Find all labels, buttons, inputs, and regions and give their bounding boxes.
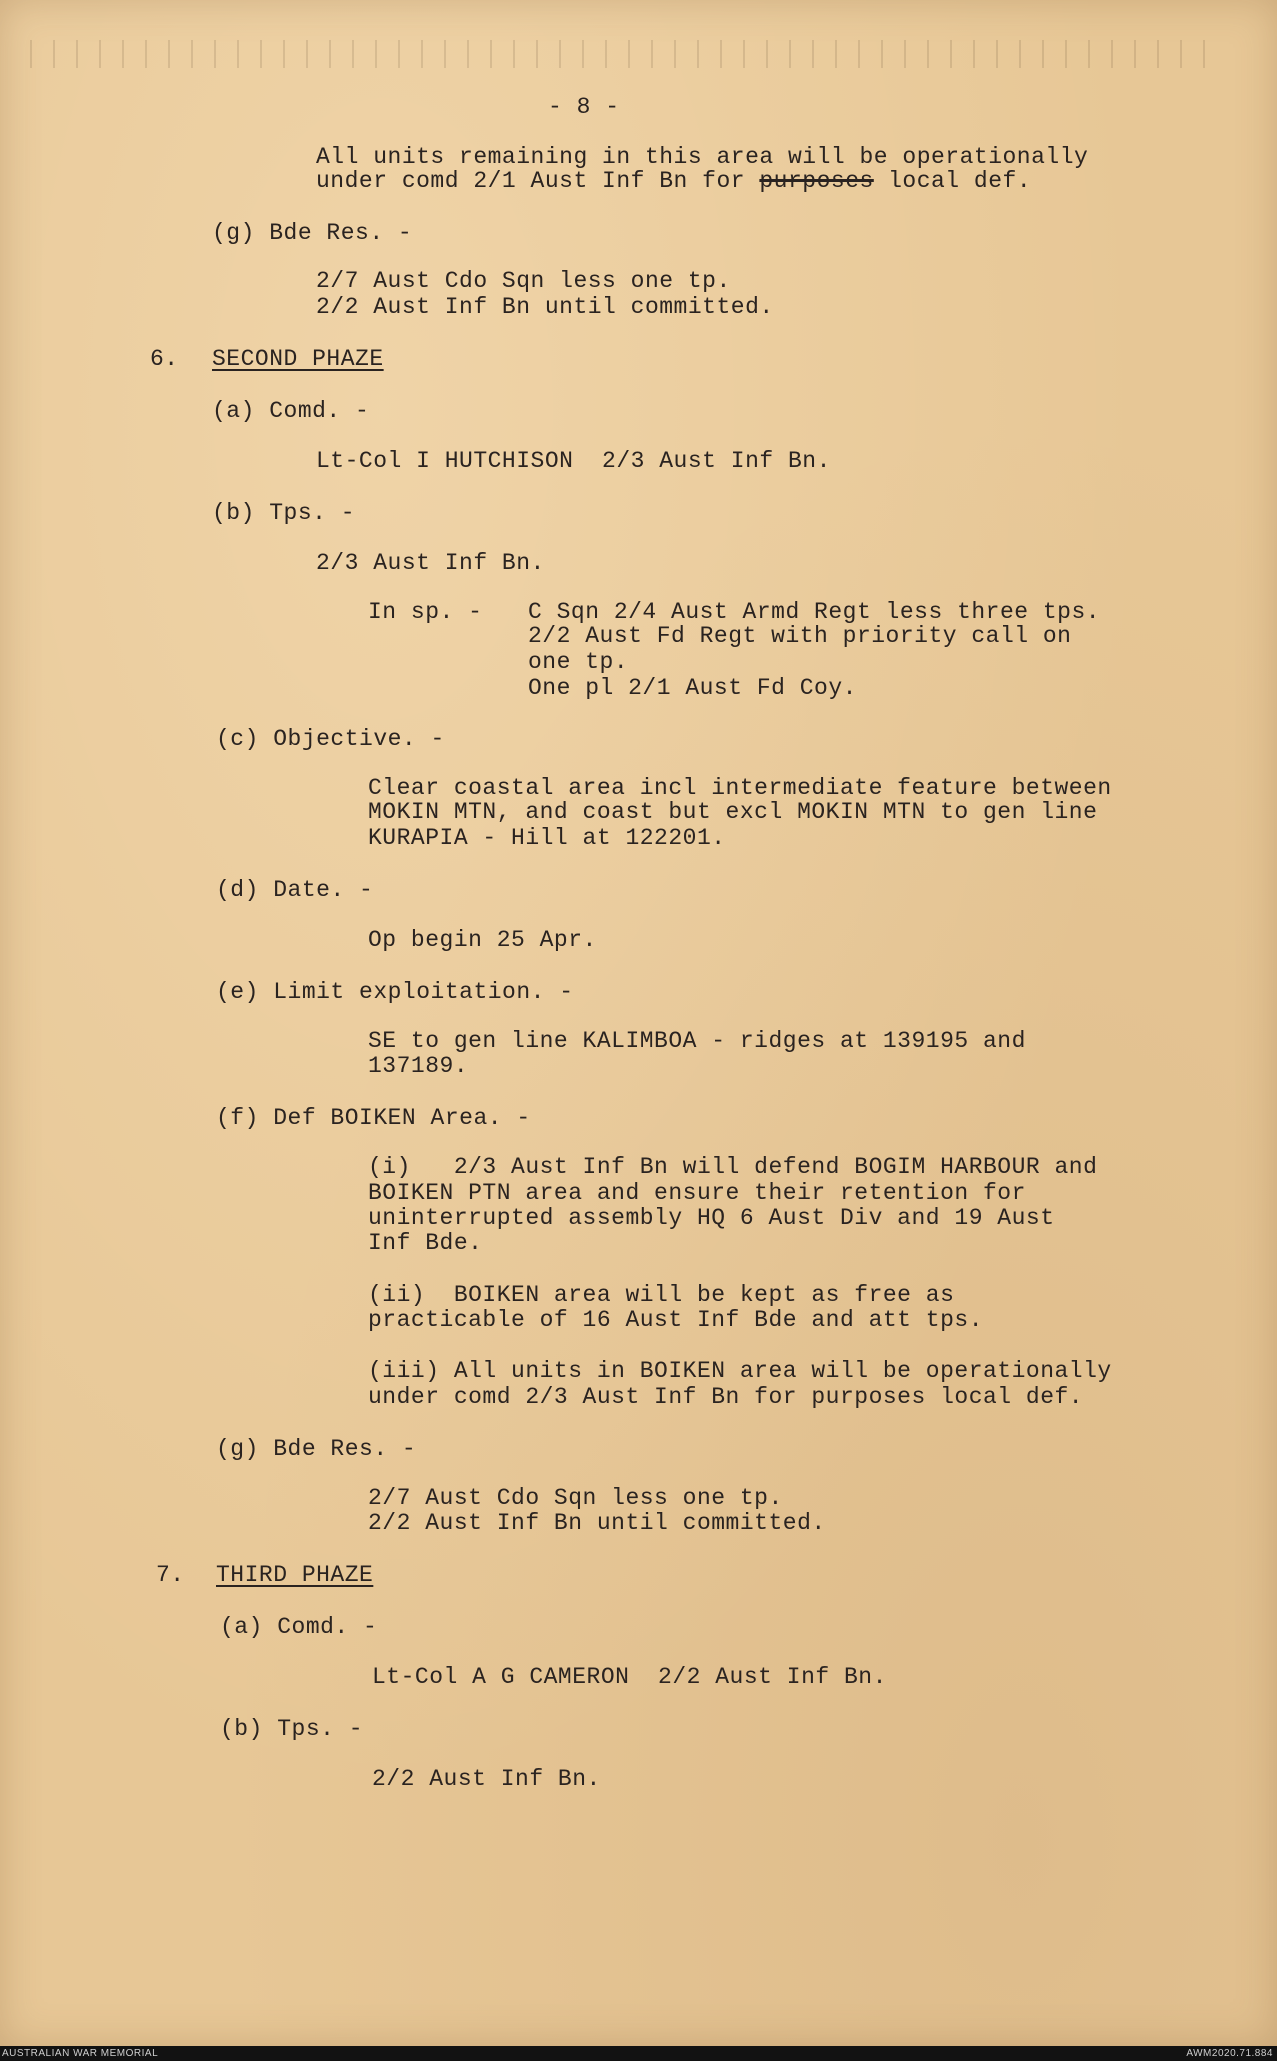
s6-g-label: (g) Bde Res. - <box>216 1436 417 1462</box>
s6-g-line-1: 2/7 Aust Cdo Sqn less one tp. <box>368 1485 783 1511</box>
prev-g-line-1: 2/7 Aust Cdo Sqn less one tp. <box>316 268 731 294</box>
s6-insp-line-3: one tp. <box>528 649 629 675</box>
s6-d-label: (d) Date. - <box>216 877 374 903</box>
s6-a-text: Lt-Col I HUTCHISON 2/3 Aust Inf Bn. <box>316 448 831 474</box>
footer-left-credit: AUSTRALIAN WAR MEMORIAL <box>2 2048 159 2059</box>
prev-g-label: (g) Bde Res. - <box>212 220 413 246</box>
s6-f-i-line-2: BOIKEN PTN area and ensure their retention for <box>368 1180 1026 1206</box>
prev-tail-line-2-pre: under comd 2/1 Aust Inf Bn for <box>316 168 760 194</box>
s6-c-line-1: Clear coastal area incl intermediate feature between <box>368 775 1112 801</box>
s6-insp-label: In sp. - <box>368 599 483 625</box>
s6-g-line-2: 2/2 Aust Inf Bn until committed. <box>368 1510 826 1536</box>
footer-right-id: AWM2020.71.884 <box>1186 2048 1273 2059</box>
struck-word: purposes <box>759 168 874 194</box>
section-6-heading: SECOND PHAZE <box>212 346 384 372</box>
s6-e-line-1: SE to gen line KALIMBOA - ridges at 139195 and <box>368 1028 1026 1054</box>
s7-b-label: (b) Tps. - <box>220 1716 364 1742</box>
s7-b-text: 2/2 Aust Inf Bn. <box>372 1766 601 1792</box>
s6-e-line-2: 137189. <box>368 1053 469 1079</box>
s6-f-iii-line-1: (iii) All units in BOIKEN area will be operationally <box>368 1358 1112 1384</box>
prev-g-line-2: 2/2 Aust Inf Bn until committed. <box>316 294 774 320</box>
s6-f-iii-line-2: under comd 2/3 Aust Inf Bn for purposes local def. <box>368 1384 1084 1410</box>
s6-f-i-line-4: Inf Bde. <box>368 1230 483 1256</box>
s6-b-text: 2/3 Aust Inf Bn. <box>316 550 545 576</box>
section-7-heading: THIRD PHAZE <box>216 1562 374 1588</box>
s6-d-text: Op begin 25 Apr. <box>368 927 597 953</box>
s6-f-i-line-1: (i) 2/3 Aust Inf Bn will defend BOGIM HARBOUR and <box>368 1154 1098 1180</box>
page-top-edge-marks <box>30 40 1220 68</box>
page-number: - 8 - <box>548 94 620 120</box>
section-6-number: 6. <box>150 346 179 372</box>
prev-tail-line-2-post: local def. <box>873 168 1032 194</box>
s6-insp-line-4: One pl 2/1 Aust Fd Coy. <box>528 675 857 701</box>
s6-f-i-line-3: uninterrupted assembly HQ 6 Aust Div and 19 Aust <box>368 1205 1055 1231</box>
s6-f-label: (f) Def BOIKEN Area. - <box>216 1105 531 1131</box>
s6-f-ii-line-1: (ii) BOIKEN area will be kept as free as <box>368 1282 955 1308</box>
s6-insp-line-2: 2/2 Aust Fd Regt with priority call on <box>528 623 1072 649</box>
prev-tail-line-1: All units remaining in this area will be operationally <box>316 144 1089 170</box>
s6-e-label: (e) Limit exploitation. - <box>216 979 574 1005</box>
s6-f-ii-line-2: practicable of 16 Aust Inf Bde and att tps. <box>368 1307 983 1333</box>
s6-c-line-2: MOKIN MTN, and coast but excl MOKIN MTN to gen line <box>368 799 1098 825</box>
section-7-number: 7. <box>156 1562 185 1588</box>
s7-a-label: (a) Comd. - <box>220 1614 378 1640</box>
s6-c-label: (c) Objective. - <box>216 726 445 752</box>
s6-c-line-3: KURAPIA - Hill at 122201. <box>368 825 726 851</box>
s6-b-label: (b) Tps. - <box>212 500 356 526</box>
s7-a-text: Lt-Col A G CAMERON 2/2 Aust Inf Bn. <box>372 1664 887 1690</box>
s6-a-label: (a) Comd. - <box>212 398 370 424</box>
prev-tail-line-2 <box>316 168 1031 194</box>
s6-insp-line-1: C Sqn 2/4 Aust Armd Regt less three tps. <box>528 599 1101 625</box>
